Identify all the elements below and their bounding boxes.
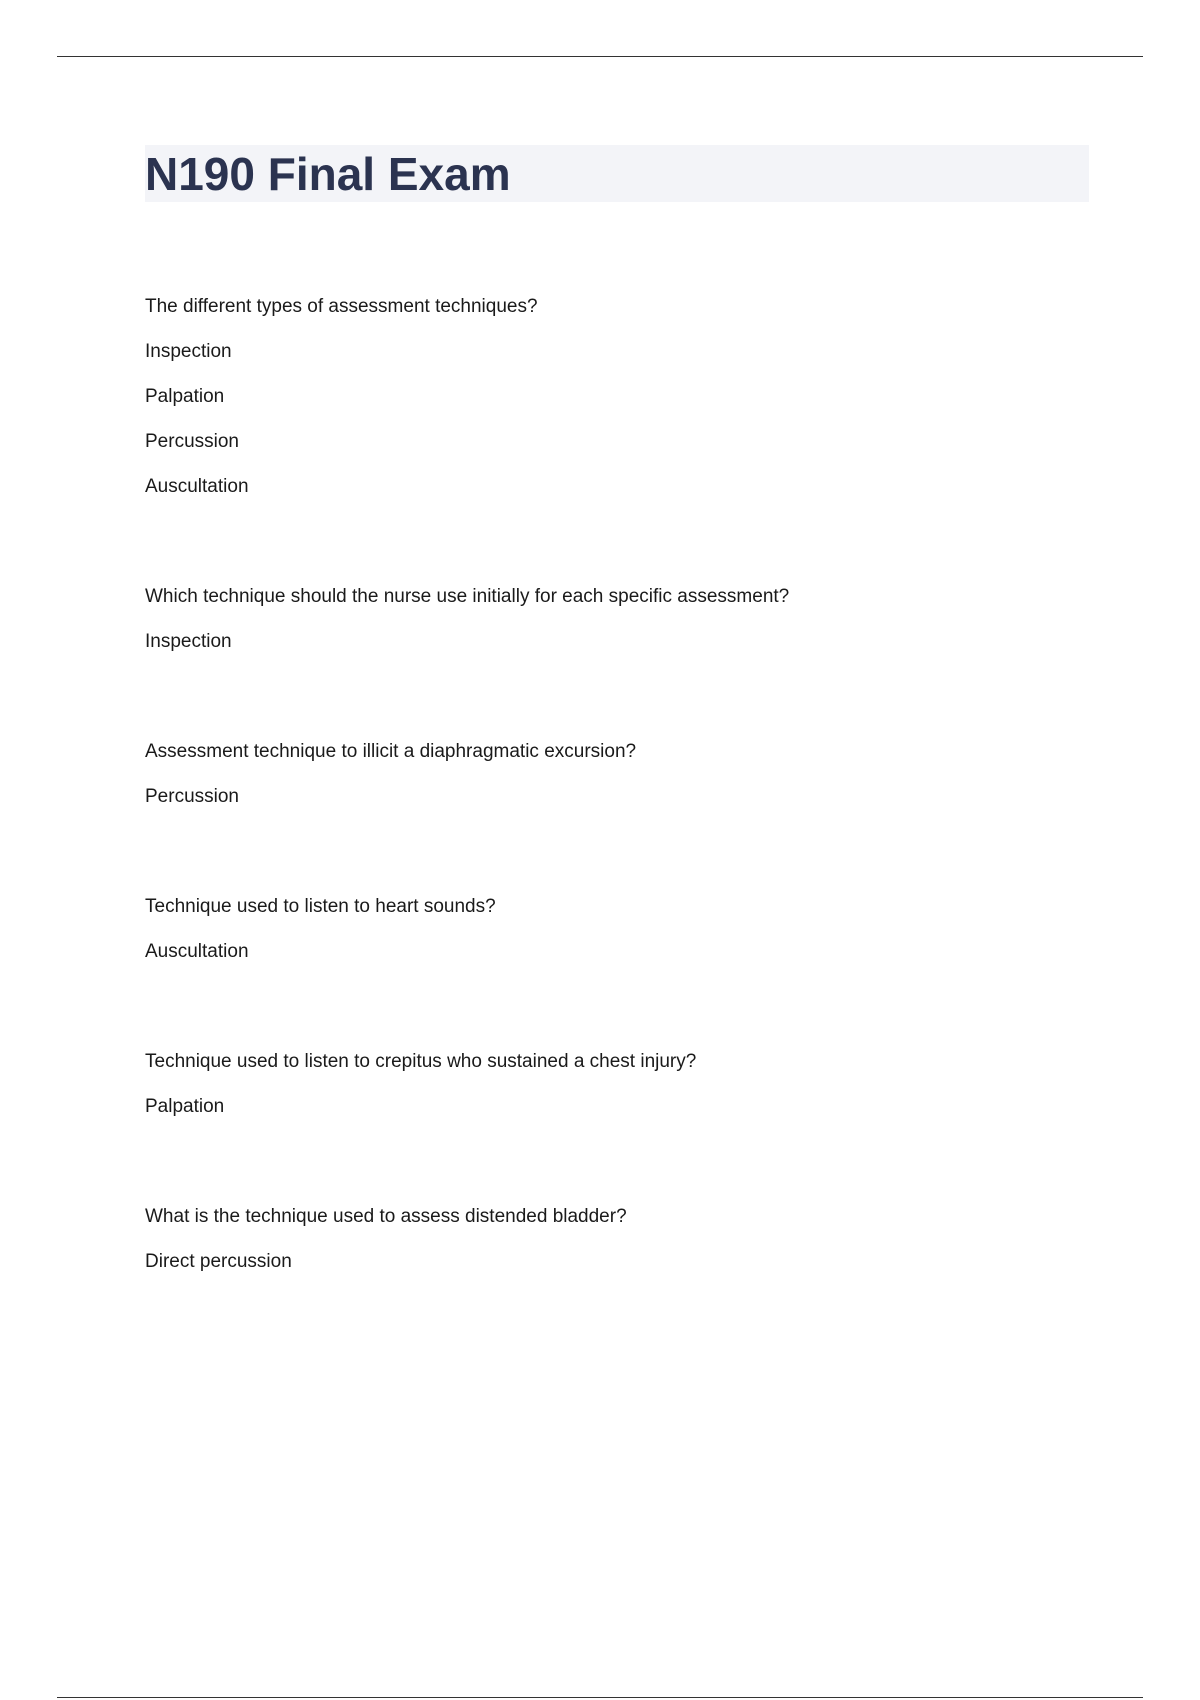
question-text: Technique used to listen to heart sounds? <box>145 896 496 917</box>
qa-item <box>145 1048 1085 1121</box>
qa-item <box>145 738 1085 811</box>
qa-item <box>145 1203 1085 1276</box>
answer-text: Inspection <box>145 341 232 362</box>
answer-text: Inspection <box>145 631 232 652</box>
answer-text: Palpation <box>145 1096 225 1117</box>
qa-item <box>145 893 1085 966</box>
question-text: The different types of assessment techniques? <box>145 296 538 317</box>
qa-item <box>145 583 1085 656</box>
question-text: Technique used to listen to crepitus who sustained a chest injury? <box>145 1051 697 1072</box>
answer-text: Percussion <box>145 786 239 807</box>
question-text: What is the technique used to assess distended bladder? <box>145 1206 627 1227</box>
answer-text: Palpation <box>145 386 225 407</box>
answer-text: Auscultation <box>145 476 249 497</box>
question-text: Assessment technique to illicit a diaphragmatic excursion? <box>145 741 637 762</box>
question-text: Which technique should the nurse use initially for each specific assessment? <box>145 586 790 607</box>
qa-list <box>145 293 1085 1358</box>
answer-text: Auscultation <box>145 941 249 962</box>
answer-text: Percussion <box>145 431 239 452</box>
header-rule <box>57 56 1143 57</box>
qa-item <box>145 293 1085 501</box>
page-title: N190 Final Exam <box>145 148 511 200</box>
footer-rule <box>57 1697 1143 1698</box>
answer-text: Direct percussion <box>145 1251 292 1272</box>
